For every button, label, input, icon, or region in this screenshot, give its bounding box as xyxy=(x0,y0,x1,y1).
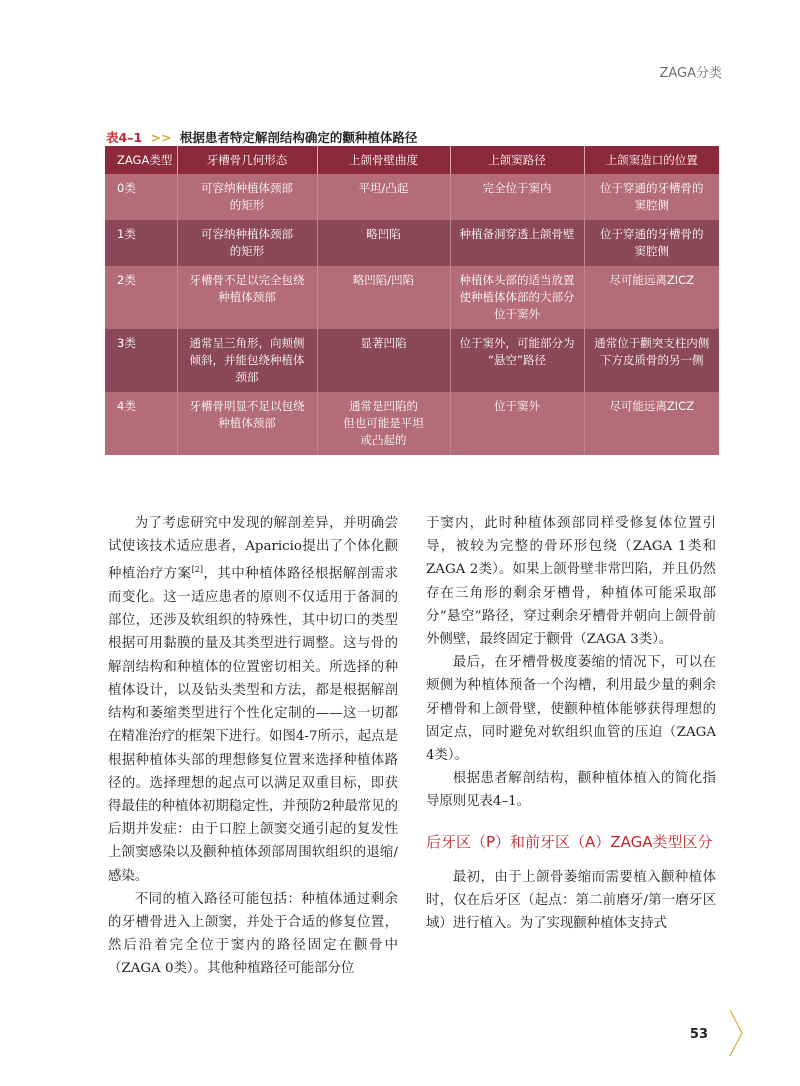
cell-line: 位于窦外 xyxy=(494,307,540,321)
cell-zaga-type: 2类 xyxy=(105,266,177,329)
cell-sinus-path xyxy=(450,174,584,220)
cell-line: 或凸起的 xyxy=(360,433,407,447)
cell-line: 位于穿通的牙槽骨的 xyxy=(600,227,704,241)
header-osteotomy-position: 上颌窦造口的位置 xyxy=(584,146,719,174)
cell-ridge-geometry xyxy=(177,220,317,266)
header-ridge-geometry: 牙槽骨几何形态 xyxy=(177,146,317,174)
cell-line: 位于窦外，可能部分为 xyxy=(459,336,575,350)
cell-osteotomy-position xyxy=(584,220,719,266)
cell-osteotomy-position xyxy=(584,329,719,392)
cell-ridge-geometry xyxy=(177,329,317,392)
cell-line: 窦腔侧 xyxy=(634,198,669,212)
table-row xyxy=(105,220,719,266)
cell-line: 略凹陷 xyxy=(366,227,401,241)
cell-sinus-path xyxy=(450,329,584,392)
cell-wall-curvature xyxy=(317,220,450,266)
page-corner-chevron-icon xyxy=(728,1008,744,1058)
cell-wall-curvature xyxy=(317,266,450,329)
cell-zaga-type: 3类 xyxy=(105,329,177,392)
cell-ridge-geometry xyxy=(177,266,317,329)
left-column xyxy=(108,512,398,981)
table-label: 表4–1 xyxy=(106,130,143,145)
cell-line: 位于窦外 xyxy=(494,399,540,413)
table-caption xyxy=(106,128,417,146)
cell-line: 倾斜，并能包绕种植体 xyxy=(189,353,305,367)
cell-line: 通常是凹陷的 xyxy=(349,399,418,413)
header-zaga-type: ZAGA类型 xyxy=(105,146,177,174)
cell-line: 可容纳种植体颈部 xyxy=(201,181,293,195)
cell-line: 种植体头部的适当放置 xyxy=(459,273,575,287)
cell-line: 完全位于窦内 xyxy=(482,181,552,195)
zaga-table xyxy=(105,146,719,455)
cell-line: 通常呈三角形，向颊侧 xyxy=(189,336,305,350)
cell-line: 牙槽骨明显不足以包绕 xyxy=(189,399,305,413)
table-row xyxy=(105,266,719,329)
cell-zaga-type: 4类 xyxy=(105,392,177,455)
paragraph: 最后，在牙槽骨极度萎缩的情况下，可以在颊侧为种植体预备一个沟槽，利用最少量的剩余牙槽骨和上颌骨壁，使颧种植体能够获得理想的固定点，同时避免对软组织血管的压迫（ZAGA 4类）。 xyxy=(426,655,716,764)
cell-line: 种植体颈部 xyxy=(218,416,276,430)
cell-line: 尽可能远离ZICZ xyxy=(609,273,695,287)
section-heading: 后牙区（P）和前牙区（A）ZAGA类型区分 xyxy=(426,832,713,851)
cell-line: 但也可能是平坦 xyxy=(343,416,424,430)
table-title: 根据患者特定解剖结构确定的颧种植体路径 xyxy=(179,130,418,145)
cell-line: 使种植体体部的大部分 xyxy=(459,290,575,304)
cell-line: 的矩形 xyxy=(229,244,265,258)
paragraph: 为了考虑研究中发现的解剖差异，并明确尝试使该技术适应患者，Aparicio提出了个体化颧种植治疗方案[2]，其中种植体路径根据解剖需求而变化。这一适应患者的原则不仅适用于备洞的部位，还涉及软组织的特殊性，其中切口的类型根据可用黏膜的量及其类型进行调整。这与骨的解剖结构和种植体的位置密切相关。所选择的种植体设计，以及钻头类型和方法，都是根据解剖结构和萎缩类型进行个性化定制的——这一切都在精准治疗的框架下进行。如图4-7所示，起点是根据种植体头部的理想修复位置来选择种植体路径的。选择理想的起点可以满足双重目标，即获得最佳的种植体初期稳定性，并预防2种最常见的后期并发症：由于口腔上颌窦交通引起的复发性上颌窦感染以及颧种植体颈部周围软组织的退缩/感染。 xyxy=(108,516,399,884)
cell-ridge-geometry xyxy=(177,392,317,455)
cell-line: 窦腔侧 xyxy=(634,244,669,258)
cell-line: 的矩形 xyxy=(229,198,265,212)
cell-line: 尽可能远离ZICZ xyxy=(609,399,695,413)
paragraph: 最初，由于上颌骨萎缩而需要植入颧种植体时，仅在后牙区（起点：第二前磨牙/第一磨牙区域）进行植入。为了实现颧种植体支持式 xyxy=(426,869,716,932)
cell-wall-curvature xyxy=(317,392,450,455)
paragraph: 不同的植入路径可能包括：种植体通过剩余的牙槽骨进入上颌窦，并处于合适的修复位置，然后沿着完全位于窦内的路径固定在颧骨中（ZAGA 0类）。其他种植路径可能部分位 xyxy=(108,891,398,977)
cell-line: 牙槽骨不足以完全包绕 xyxy=(189,273,305,287)
running-head: ZAGA分类 xyxy=(659,66,722,81)
paragraph: 根据患者解剖结构，颧种植体植入的简化指导原则见表4–1。 xyxy=(426,771,716,810)
cell-osteotomy-position xyxy=(584,174,719,220)
header-sinus-path: 上颌窦路径 xyxy=(450,146,584,174)
chevron-right-icon: >> xyxy=(150,130,172,145)
cell-zaga-type: 1类 xyxy=(105,220,177,266)
cell-ridge-geometry xyxy=(177,174,317,220)
cell-osteotomy-position xyxy=(584,266,719,329)
table-header-row xyxy=(105,146,719,174)
cell-sinus-path xyxy=(450,220,584,266)
cell-line: 通常位于颧突支柱内侧 xyxy=(594,336,710,350)
cell-line: 可容纳种植体颈部 xyxy=(201,227,293,241)
cell-wall-curvature xyxy=(317,174,450,220)
header-wall-curvature: 上颌骨壁曲度 xyxy=(317,146,450,174)
cell-line: “悬空”路径 xyxy=(488,353,546,367)
cell-line: 种植备洞穿透上颌骨壁 xyxy=(459,227,575,241)
cell-line: 颈部 xyxy=(235,370,259,384)
cell-line: 种植体颈部 xyxy=(218,290,276,304)
table-row xyxy=(105,392,719,455)
cell-wall-curvature xyxy=(317,329,450,392)
cell-osteotomy-position xyxy=(584,392,719,455)
cell-line: 显著凹陷 xyxy=(360,336,407,350)
table-row xyxy=(105,329,719,392)
cell-line: 下方皮质骨的另一侧 xyxy=(600,353,704,367)
citation-ref: [2] xyxy=(191,565,203,575)
page-number: 53 xyxy=(689,1027,708,1042)
cell-line: 位于穿通的牙槽骨的 xyxy=(600,181,704,195)
table-row xyxy=(105,174,719,220)
paragraph: 于窦内，此时种植体颈部同样受修复体位置引导，被较为完整的骨环形包绕（ZAGA 1类和ZAGA 2类）。如果上颌骨壁非常凹陷，并且仍然存在三角形的剩余牙槽骨，种植体可能采取部分“悬空”路径，穿过剩余牙槽骨并朝向上颌骨前外侧壁，最终固定于颧骨（ZAGA 3类）。 xyxy=(426,516,716,648)
cell-sinus-path xyxy=(450,266,584,329)
cell-sinus-path xyxy=(450,392,584,455)
cell-line: 平坦/凸起 xyxy=(358,181,409,195)
right-column xyxy=(426,512,716,935)
cell-zaga-type: 0类 xyxy=(105,174,177,220)
cell-line: 略凹陷/凹陷 xyxy=(352,273,415,287)
